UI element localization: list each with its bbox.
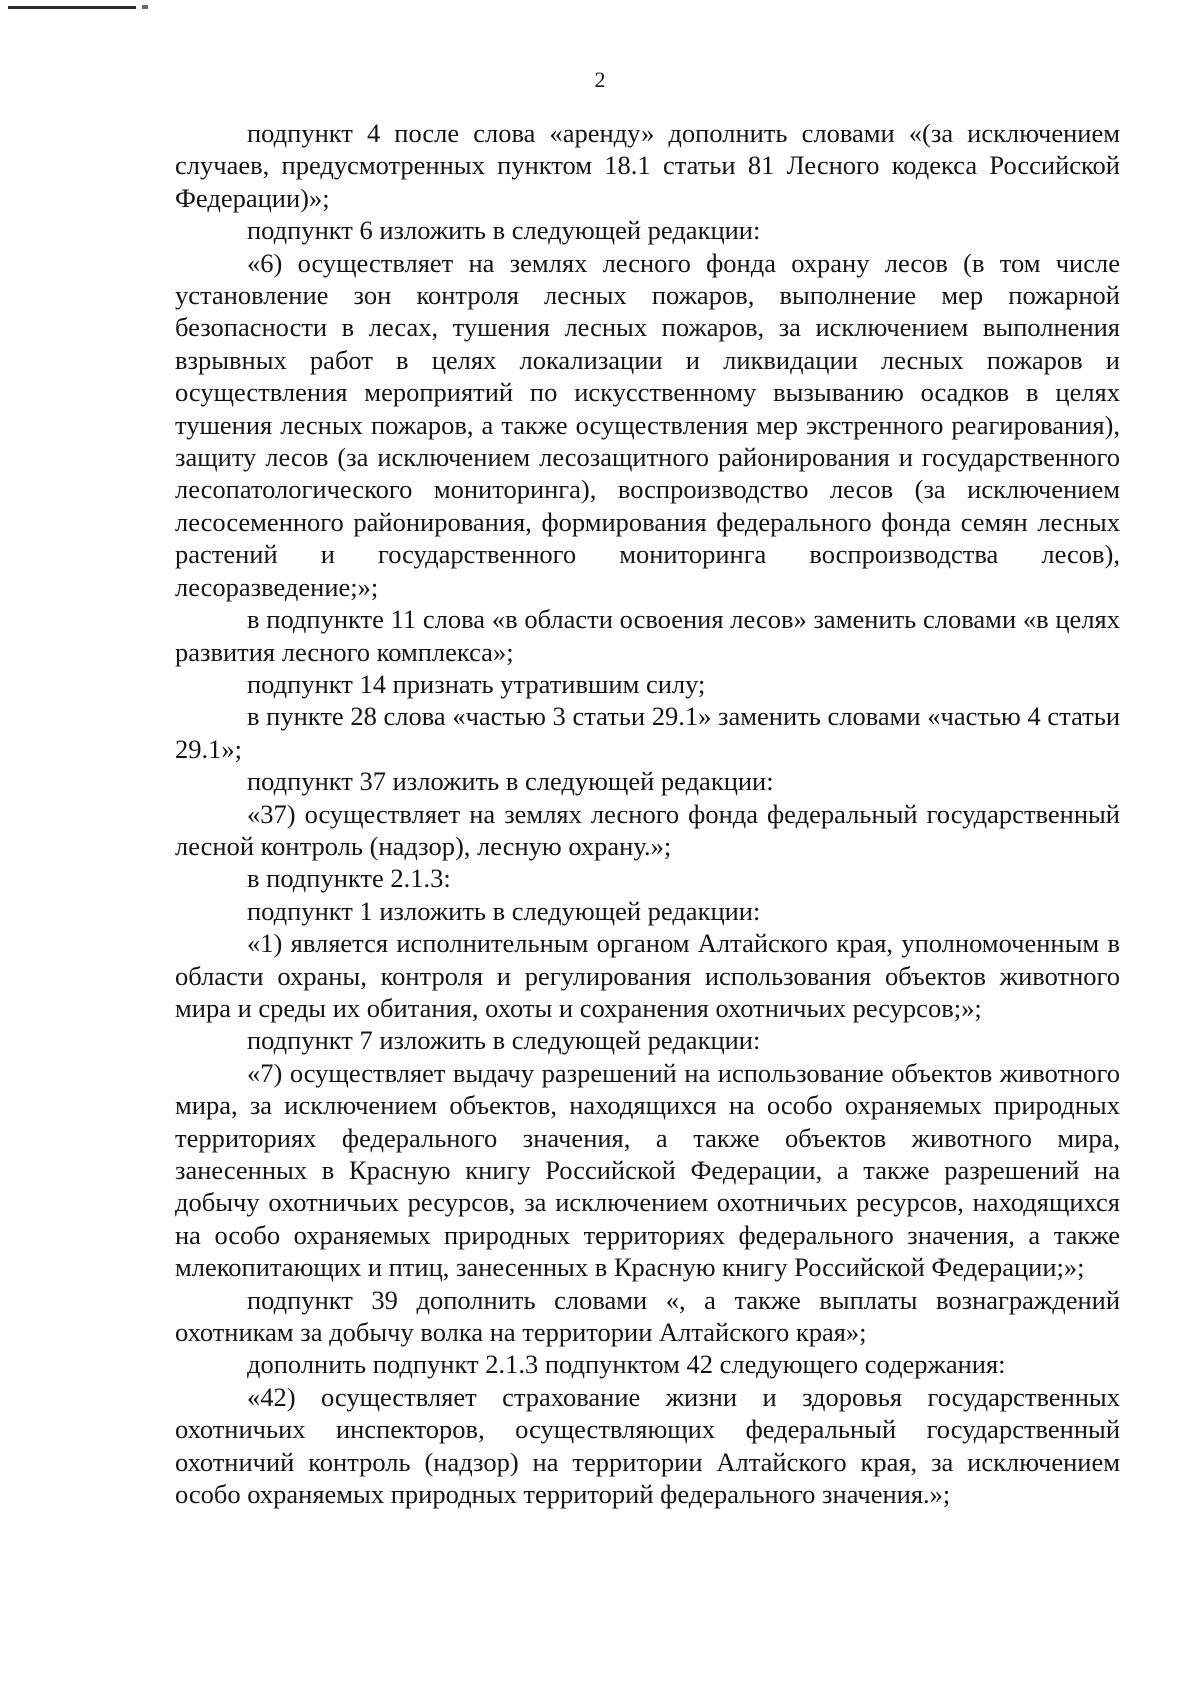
paragraph: подпункт 6 изложить в следующей редакции: bbox=[247, 215, 761, 246]
paragraph: «7) осуществляет выдачу разрешений на использование объектов животного мира, за исключением объектов, находящихся на особо охраняемых природных территориях федерального значения, а также объектов животного мира, занесенных в Красную книгу Российской Федерации, а также разрешений на добычу охотничьих ресурсов, за исключением охотничьих ресурсов, находящихся на особо охраняемых природных территориях федерального значения, а также млекопитающих и птиц, занесенных в Красную книгу Российской Федерации;»; bbox=[175, 1057, 1120, 1283]
paragraph: в пункте 28 слова «частью 3 статьи 29.1» заменить словами «частью 4 статьи 29.1»; bbox=[175, 701, 1120, 764]
paragraph: подпункт 4 после слова «аренду» дополнить словами «(за исключением случаев, предусмотренных пунктом 18.1 статьи 81 Лесного кодекса Российской Федерации)»; bbox=[175, 118, 1120, 213]
paragraph: в подпункте 2.1.3: bbox=[247, 863, 451, 894]
paragraph: «42) осуществляет страхование жизни и здоровья государственных охотничьих инспекторов, осуществляющих федеральный государственный охотничий контроль (надзор) на территории Алтайского края, за исключением особо охраняемых природных территорий федерального значения.»; bbox=[175, 1381, 1120, 1510]
paragraph: в подпункте 11 слова «в области освоения лесов» заменить словами «в целях развития лесного комплекса»; bbox=[175, 604, 1120, 667]
paragraph: подпункт 37 изложить в следующей редакции: bbox=[247, 766, 774, 797]
paragraph: «37) осуществляет на землях лесного фонда федеральный государственный лесной контроль (надзор), лесную охрану.»; bbox=[175, 798, 1120, 861]
paragraph: подпункт 39 дополнить словами «, а также выплаты вознаграждений охотникам за добычу волка на территории Алтайского края»; bbox=[175, 1284, 1120, 1348]
scan-artifact-line bbox=[8, 6, 136, 9]
scan-artifact-dot bbox=[142, 5, 148, 9]
paragraph: дополнить подпункт 2.1.3 подпунктом 42 следующего содержания: bbox=[247, 1349, 1006, 1380]
document-body bbox=[175, 117, 1120, 1510]
page-number: 2 bbox=[594, 67, 606, 92]
paragraph: подпункт 1 изложить в следующей редакции: bbox=[247, 895, 761, 926]
paragraph: «6) осуществляет на землях лесного фонда охрану лесов (в том числе установление зон контроля лесных пожаров, выполнение мер пожарной безопасности в лесах, тушения лесных пожаров, за исключением выполнения взрывных работ в целях локализации и ликвидации лесных пожаров и осуществления мероприятий по искусственному вызыванию осадков в целях тушения лесных пожаров, а также осуществления мер экстренного реагирования), защиту лесов (за исключением лесозащитного районирования и государственного лесопатологического мониторинга), воспроизводство лесов (за исключением лесосеменного районирования, формирования федерального фонда семян лесных растений и государственного мониторинга воспроизводства лесов), лесоразведение;»; bbox=[175, 247, 1120, 602]
paragraph: подпункт 7 изложить в следующей редакции: bbox=[247, 1025, 761, 1056]
paragraph: подпункт 14 признать утратившим силу; bbox=[247, 668, 706, 699]
paragraph: «1) является исполнительным органом Алтайского края, уполномоченным в области охраны, контроля и регулирования использования объектов животного мира и среды их обитания, охоты и сохранения охотничьих ресурсов;»; bbox=[175, 928, 1120, 1023]
